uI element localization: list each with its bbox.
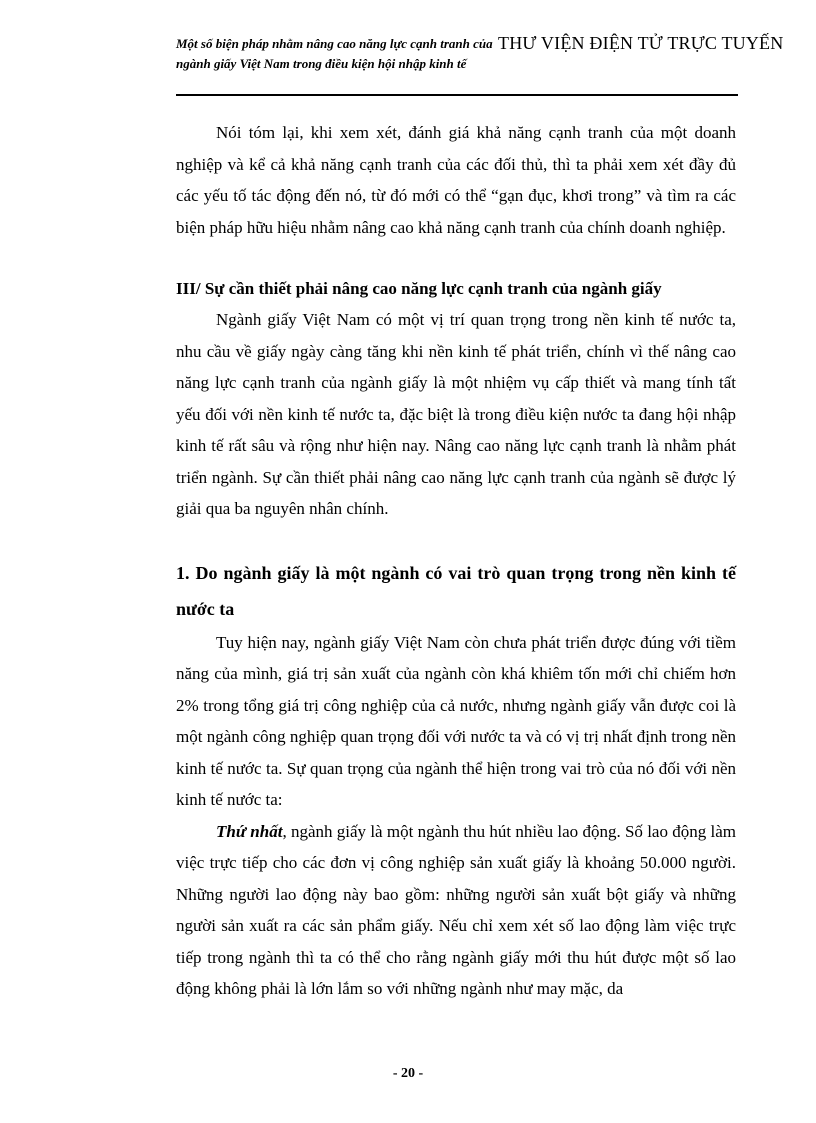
paragraph-summary: Nói tóm lại, khi xem xét, đánh giá khả năng cạnh tranh của một doanh nghiệp và kể cả khả năng cạnh tranh của các đối thủ, thì ta phải xem xét đầy đủ các yếu tố tác động đến nó, từ đó mới có thể “gạn đục, khơi trong” và tìm ra các biện pháp hữu hiệu nhằm nâng cao khả năng cạnh tranh của chính doanh nghiệp. — [176, 123, 736, 237]
library-watermark: THƯ VIỆN ĐIỆN TỬ TRỰC TUYẾN — [498, 33, 784, 53]
header-title-line-1: Một số biện pháp nhằm nâng cao năng lực cạnh tranh của — [176, 36, 493, 51]
paragraph-role: Tuy hiện nay, ngành giấy Việt Nam còn chưa phát triển được đúng với tiềm năng của mình, giá trị sản xuất của ngành còn khá khiêm tốn mới chỉ chiếm hơn 2% trong tổng giá trị công nghiệp của cả nước, nhưng ngành giấy vẫn được coi là một ngành công nghiệp quan trọng đối với nước ta và có vị trị nhất định trong nền kinh tế nước ta. Sự quan trọng của ngành thể hiện trong vai trò của nó đối với nền kinh tế nước ta: — [176, 632, 736, 809]
paragraph-first-point — [176, 816, 736, 1005]
first-point-lead: Thứ nhất — [216, 821, 283, 841]
section-heading: III/ Sự cần thiết phải nâng cao năng lực cạnh tranh của ngành giấy — [176, 279, 662, 298]
page-number: - 20 - — [392, 1066, 424, 1081]
subsection-heading: 1. Do ngành giấy là một ngành có vai trò quan trọng trong nền kinh tế nước ta — [176, 562, 736, 619]
header-title-line-2: ngành giấy Việt Nam trong điều kiện hội nhập kinh tế — [176, 56, 467, 71]
header-divider — [176, 94, 738, 96]
page-body — [176, 117, 736, 1005]
paragraph-intro: Ngành giấy Việt Nam có một vị trí quan trọng trong nền kinh tế nước ta, nhu cầu về giấy ngày càng tăng khi nền kinh tế phát triển, chính vì thế nâng cao năng lực cạnh tranh của ngành giấy là một nhiệm vụ cấp thiết và mang tính tất yếu đối với nền kinh tế nước ta, đặc biệt là trong điều kiện nước ta đang hội nhập kinh tế rất sâu và rộng như hiện nay. Nâng cao năng lực cạnh tranh là nhằm phát triển ngành. Sự cần thiết phải nâng cao năng lực cạnh tranh của ngành sẽ được lý giải qua ba nguyên nhân chính. — [176, 310, 736, 518]
first-point-text: , ngành giấy là một ngành thu hút nhiều lao động. Số lao động làm việc trực tiếp cho các đơn vị công nghiệp sản xuất giấy là khoảng 50.000 người. Những người lao động này bao gồm: những người sản xuất bột giấy và những người sản xuất ra các sản phẩm giấy. Nếu chỉ xem xét số lao động làm việc trực tiếp trong ngành thì ta có thể cho rằng ngành giấy mới thu hút được một số lao động không phải là lớn lắm so với những ngành như may mặc, da — [176, 821, 737, 998]
